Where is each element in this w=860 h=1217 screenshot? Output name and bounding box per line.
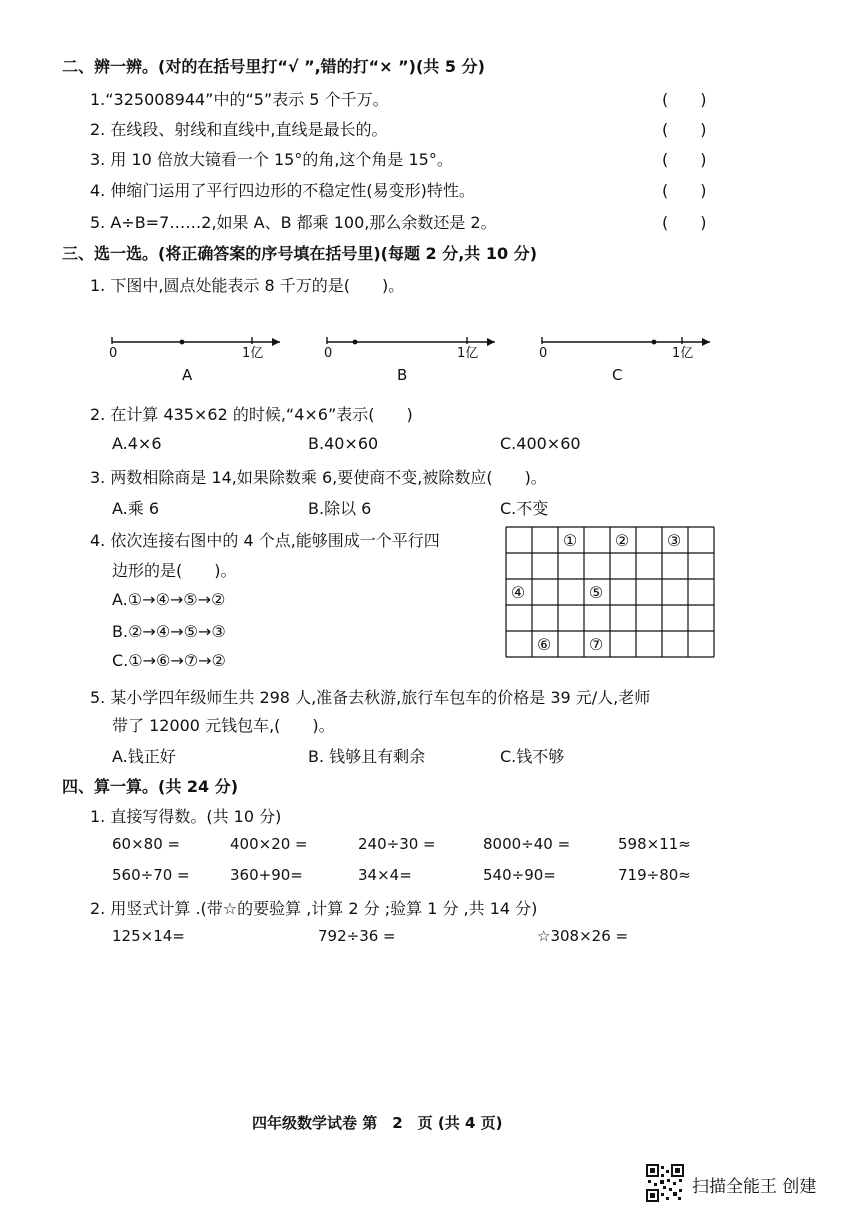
q5-option-b: B. 钱够且有剩余 xyxy=(308,747,426,766)
oral-calc-4: 8000÷40 = xyxy=(483,835,571,853)
grid-point-2: ② xyxy=(614,531,630,550)
yi-label-C: 1亿 xyxy=(672,346,694,361)
judge-item-3: 3. 用 10 倍放大镜看一个 15°的角,这个角是 15°。 xyxy=(90,150,453,169)
calc-sub-2: 2. 用竖式计算 .(带☆的要验算 ,计算 2 分 ;验算 1 分 ,共 14 分) xyxy=(90,899,538,918)
judge-item-2: 2. 在线段、射线和直线中,直线是最长的。 xyxy=(90,120,388,139)
option-label-A: A xyxy=(182,366,193,384)
zero-label-C: 0 xyxy=(539,346,548,361)
answer-paren-5: ( ) xyxy=(662,213,707,232)
yi-label-B: 1亿 xyxy=(457,346,479,361)
grid-point-7: ⑦ xyxy=(588,635,604,654)
grid-point-5: ⑤ xyxy=(588,583,604,602)
judge-item-5: 5. A÷B=7……2,如果 A、B 都乘 100,那么余数还是 2。 xyxy=(90,213,497,232)
oral-calc-3: 240÷30 = xyxy=(358,835,436,853)
number-line-dot-C xyxy=(652,340,657,345)
section-3-title: 三、选一选。(将正确答案的序号填在括号里)(每题 2 分,共 10 分) xyxy=(62,244,538,263)
number-line-arrow-A xyxy=(272,338,280,346)
number-line-dot-B xyxy=(353,340,358,345)
q4-option-a: A.①→④→⑤→② xyxy=(112,590,226,609)
option-label-C: C xyxy=(612,366,623,384)
choice-q5-line2: 带了 12000 元钱包车,( )。 xyxy=(112,716,335,735)
option-label-B: B xyxy=(397,366,408,384)
grid-point-3: ③ xyxy=(666,531,682,550)
zero-label-A: 0 xyxy=(109,346,118,361)
q4-option-b: B.②→④→⑤→③ xyxy=(112,622,226,641)
vertical-calc-2: 792÷36 = xyxy=(318,927,396,945)
q5-option-a: A.钱正好 xyxy=(112,747,176,766)
q2-option-b: B.40×60 xyxy=(308,434,379,453)
oral-calc-9: 540÷90= xyxy=(483,866,556,884)
grid-point-6: ⑥ xyxy=(536,635,552,654)
zero-label-B: 0 xyxy=(324,346,333,361)
choice-q3: 3. 两数相除商是 14,如果除数乘 6,要使商不变,被除数应( )。 xyxy=(90,468,547,487)
oral-calc-10: 719÷80≈ xyxy=(618,866,691,884)
q2-option-a: A.4×6 xyxy=(112,434,162,453)
oral-calc-6: 560÷70 = xyxy=(112,866,190,884)
number-lines-figure xyxy=(100,322,720,384)
vertical-calc-3: ☆308×26 = xyxy=(537,927,629,945)
q4-option-c: C.①→⑥→⑦→② xyxy=(112,651,226,670)
choice-q2: 2. 在计算 435×62 的时候,“4×6”表示( ) xyxy=(90,405,413,424)
yi-label-A: 1亿 xyxy=(242,346,264,361)
answer-paren-1: ( ) xyxy=(662,90,707,109)
number-line-arrow-B xyxy=(487,338,495,346)
judge-item-4: 4. 伸缩门运用了平行四边形的不稳定性(易变形)特性。 xyxy=(90,181,475,200)
section-2-title: 二、辨一辨。(对的在括号里打“√ ”,错的打“× ”)(共 5 分) xyxy=(62,57,485,76)
answer-paren-2: ( ) xyxy=(662,120,707,139)
q5-option-c: C.钱不够 xyxy=(500,747,565,766)
scanner-brand-label: 扫描全能王 创建 xyxy=(692,1177,817,1197)
q3-option-c: C.不变 xyxy=(500,499,549,518)
oral-calc-1: 60×80 = xyxy=(112,835,181,853)
choice-q4-line2: 边形的是( )。 xyxy=(112,561,237,580)
number-line-dot-A xyxy=(180,340,185,345)
choice-q4-line1: 4. 依次连接右图中的 4 个点,能够围成一个平行四 xyxy=(90,531,440,550)
grid-point-1: ① xyxy=(562,531,578,550)
choice-q5-line1: 5. 某小学四年级师生共 298 人,准备去秋游,旅行车包车的价格是 39 元/人,老师 xyxy=(90,688,651,707)
choice-q1: 1. 下图中,圆点处能表示 8 千万的是( )。 xyxy=(90,276,405,295)
answer-paren-3: ( ) xyxy=(662,150,707,169)
page-footer: 四年级数学试卷 第 2 页 (共 4 页) xyxy=(252,1114,503,1132)
q2-option-c: C.400×60 xyxy=(500,434,581,453)
grid-point-4: ④ xyxy=(510,583,526,602)
vertical-calc-1: 125×14= xyxy=(112,927,185,945)
oral-calc-8: 34×4= xyxy=(358,866,412,884)
oral-calc-2: 400×20 = xyxy=(230,835,308,853)
dot-grid-figure xyxy=(505,526,715,660)
q3-option-a: A.乘 6 xyxy=(112,499,160,518)
number-line-arrow-C xyxy=(702,338,710,346)
oral-calc-5: 598×11≈ xyxy=(618,835,691,853)
section-4-title: 四、算一算。(共 24 分) xyxy=(62,777,239,796)
q3-option-b: B.除以 6 xyxy=(308,499,372,518)
oral-calc-7: 360+90= xyxy=(230,866,303,884)
answer-paren-4: ( ) xyxy=(662,181,707,200)
judge-item-1: 1.“325008944”中的“5”表示 5 个千万。 xyxy=(90,90,389,109)
qr-code-icon xyxy=(646,1164,684,1202)
calc-sub-1: 1. 直接写得数。(共 10 分) xyxy=(90,807,282,826)
